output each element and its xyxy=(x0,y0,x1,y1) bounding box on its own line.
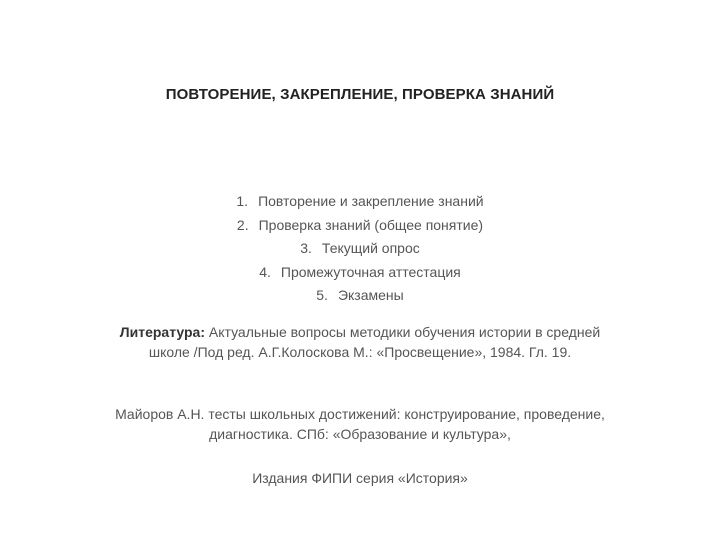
list-item-text: Повторение и закрепление знаний xyxy=(258,193,484,209)
list-item xyxy=(0,237,720,261)
literature-reference-2 xyxy=(110,404,610,444)
list-item-text: Промежуточная аттестация xyxy=(280,263,461,280)
list-item-text: Текущий опрос xyxy=(321,240,420,256)
literature-text-2: Майоров А.Н. тесты школьных достижений: конструирование, проведение, диагностика. СПб: «Образование и культура», xyxy=(115,406,605,442)
list-item-number: 5. xyxy=(316,287,328,303)
list-item xyxy=(0,190,720,214)
list-item-number: 2. xyxy=(236,216,249,233)
list-item-number: 1. xyxy=(236,193,249,209)
literature-reference-1 xyxy=(110,322,610,362)
list-item xyxy=(0,261,720,285)
literature-reference-3 xyxy=(110,468,610,488)
literature-label: Литература: xyxy=(119,324,205,340)
slide-title: ПОВТОРЕНИЕ, ЗАКРЕПЛЕНИЕ, ПРОВЕРКА ЗНАНИЙ xyxy=(165,86,555,103)
list-item xyxy=(0,214,720,238)
topics-list xyxy=(0,190,720,308)
list-item-number: 3. xyxy=(300,240,312,256)
list-item-number: 4. xyxy=(259,263,271,280)
literature-text-1: Актуальные вопросы методики обучения истории в средней школе /Под ред. А.Г.Колоскова М.: «Просвещение», 1984. Гл. 19. xyxy=(148,324,601,360)
list-item-text: Экзамены xyxy=(337,287,404,303)
list-item xyxy=(0,284,720,308)
list-item-text: Проверка знаний (общее понятие) xyxy=(258,216,484,233)
literature-text-3: Издания ФИПИ серия «История» xyxy=(252,470,468,486)
